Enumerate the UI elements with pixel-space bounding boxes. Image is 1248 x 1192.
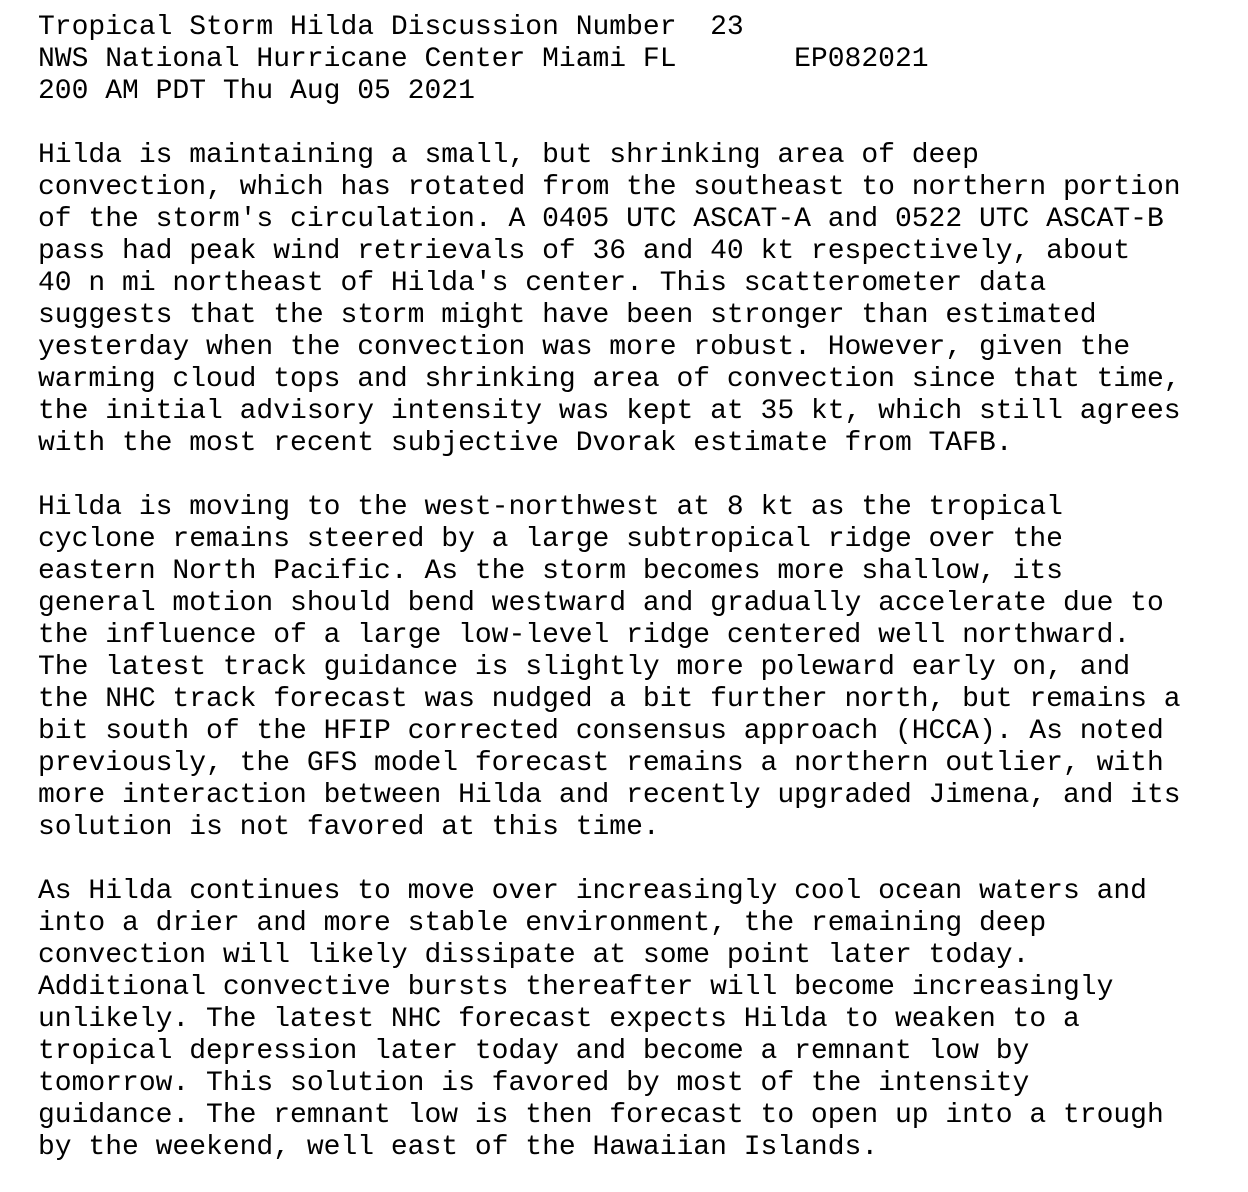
text-line: general motion should bend westward and gradually accelerate due to — [38, 588, 1164, 619]
text-line: Hilda is maintaining a small, but shrinking area of deep — [38, 140, 979, 171]
text-line: cyclone remains steered by a large subtropical ridge over the — [38, 524, 1063, 555]
text-line: with the most recent subjective Dvorak estimate from TAFB. — [38, 428, 1013, 459]
text-line: Hilda is moving to the west-northwest at 8 kt as the tropical — [38, 492, 1063, 523]
issuing-office: NWS National Hurricane Center Miami FL EP082021 — [38, 44, 929, 75]
text-line: guidance. The remnant low is then forecast to open up into a trough — [38, 1100, 1164, 1131]
text-line: Additional convective bursts thereafter will become increasingly — [38, 972, 1114, 1003]
text-line: the initial advisory intensity was kept at 35 kt, which still agrees — [38, 396, 1181, 427]
text-line: The latest track guidance is slightly more poleward early on, and — [38, 652, 1131, 683]
text-line: bit south of the HFIP corrected consensus approach (HCCA). As noted — [38, 716, 1164, 747]
paragraph-2 — [38, 492, 1181, 844]
text-line: warming cloud tops and shrinking area of convection since that time, — [38, 364, 1181, 395]
text-line: tomorrow. This solution is favored by most of the intensity — [38, 1068, 1030, 1099]
paragraph-3 — [38, 876, 1181, 1164]
text-line: eastern North Pacific. As the storm becomes more shallow, its — [38, 556, 1063, 587]
discussion-document — [38, 12, 1181, 1164]
text-line: into a drier and more stable environment, the remaining deep — [38, 908, 1047, 939]
text-line: convection, which has rotated from the southeast to northern portion — [38, 172, 1181, 203]
blank-line — [38, 108, 1181, 140]
text-line: the influence of a large low-level ridge centered well northward. — [38, 620, 1131, 651]
text-line: suggests that the storm might have been stronger than estimated — [38, 300, 1097, 331]
text-line: the NHC track forecast was nudged a bit further north, but remains a — [38, 684, 1181, 715]
blank-line — [38, 460, 1181, 492]
text-line: by the weekend, well east of the Hawaiian Islands. — [38, 1132, 879, 1163]
text-line: more interaction between Hilda and recently upgraded Jimena, and its — [38, 780, 1181, 811]
issue-time: 200 AM PDT Thu Aug 05 2021 — [38, 76, 475, 107]
text-line: tropical depression later today and become a remnant low by — [38, 1036, 1030, 1067]
text-line: convection will likely dissipate at some point later today. — [38, 940, 1030, 971]
text-line: previously, the GFS model forecast remains a northern outlier, with — [38, 748, 1164, 779]
text-line: solution is not favored at this time. — [38, 812, 660, 843]
discussion-title: Tropical Storm Hilda Discussion Number 23 — [38, 12, 744, 43]
paragraph-1 — [38, 140, 1181, 460]
text-line: 40 n mi northeast of Hilda's center. This scatterometer data — [38, 268, 1047, 299]
text-line: unlikely. The latest NHC forecast expects Hilda to weaken to a — [38, 1004, 1080, 1035]
text-line: yesterday when the convection was more robust. However, given the — [38, 332, 1131, 363]
text-line: of the storm's circulation. A 0405 UTC ASCAT-A and 0522 UTC ASCAT-B — [38, 204, 1164, 235]
text-line: As Hilda continues to move over increasingly cool ocean waters and — [38, 876, 1147, 907]
text-line: pass had peak wind retrievals of 36 and 40 kt respectively, about — [38, 236, 1131, 267]
blank-line — [38, 844, 1181, 876]
